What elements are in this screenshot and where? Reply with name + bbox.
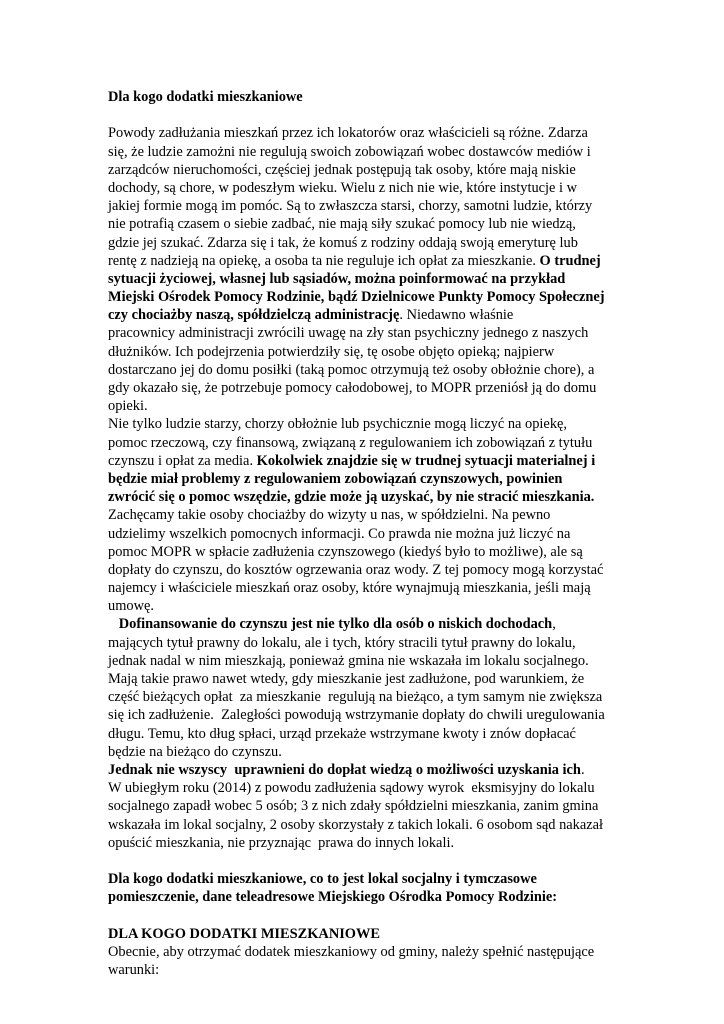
text-line <box>108 124 620 142</box>
text-run: pracownicy administracji zwrócili uwagę na zły stan psychiczny jednego z naszych <box>108 325 589 342</box>
bold-text-run: Miejski Ośrodek Pomocy Rodzinie, bądź Dzielnicowe Punkty Pomocy Społecznej <box>108 289 605 306</box>
text-run: dostarczano jej do domu posiłki (taką pomoc otrzymują też osoby obłożnie chore), a <box>108 361 595 378</box>
text-line <box>108 379 620 397</box>
text-line <box>108 761 620 779</box>
text-run: jednak nadal w nim mieszkają, ponieważ gmina nie wskazała im lokalu socjalnego. <box>108 652 589 669</box>
text-line <box>108 343 620 361</box>
text-run: socjalnego zapadł wobec 5 osób; 3 z nich zdały spółdzielni mieszkania, zanim gmina <box>108 798 599 815</box>
text-line <box>108 688 620 706</box>
text-run: czynszu i opłat za media. <box>108 452 257 469</box>
text-run: Mają takie prawo nawet wtedy, gdy mieszkanie jest zadłużone, pod warunkiem, że <box>108 671 585 687</box>
text-line <box>108 652 620 670</box>
document-title: Dla kogo dodatki mieszkaniowe <box>108 89 303 105</box>
text-run: warunki: <box>108 962 160 978</box>
text-line <box>108 615 620 633</box>
text-run: udzielimy wszelkich pomocnych informacji. Co prawda nie można już liczyć na <box>108 525 571 542</box>
bold-text-run: czy chociażby naszą, spółdzielczą administrację <box>108 307 400 324</box>
text-run: dochody, są chore, w podeszłym wieku. Wielu z nich nie wie, które instytucje i w <box>108 179 577 196</box>
text-run: długu. Temu, kto dług spłaci, urząd przekaże wstrzymane kwoty i znów dopłacać <box>108 725 576 742</box>
bold-text-run: Dla kogo dodatki mieszkaniowe, co to jest lokal socjalny i tymczasowe <box>108 871 537 888</box>
text-line <box>108 561 620 579</box>
text-line <box>108 834 620 852</box>
text-line <box>108 215 620 233</box>
text-run: Obecnie, aby otrzymać dodatek mieszkaniowy od gminy, należy spełnić następujące <box>108 943 595 960</box>
blank-line <box>108 852 620 870</box>
paragraph-subheading <box>108 870 620 906</box>
text-run: będzie na bieżąco do czynszu. <box>108 743 282 760</box>
bold-text-run: O trudnej <box>539 252 601 269</box>
text-line <box>108 543 620 561</box>
text-run: wskazała im lokal socjalny, 2 osoby skorzystały z takich lokali. 6 osobom sąd nakazał <box>108 816 604 833</box>
text-line <box>108 288 620 306</box>
text-line <box>108 452 620 470</box>
bold-text-run: pomieszczenie, dane teleadresowe Miejskiego Ośrodka Pomocy Rodzinie: <box>108 889 558 906</box>
text-line <box>108 943 620 961</box>
text-line <box>108 324 620 342</box>
blank-line <box>108 906 620 924</box>
text-line <box>108 506 620 524</box>
paragraph-main <box>108 124 620 852</box>
text-run: gdy okazało się, że potrzebuje pomocy całodobowej, to MOPR przeniósł ją do domu <box>108 380 597 396</box>
text-run: , <box>552 616 556 633</box>
text-run: opieki. <box>108 398 148 415</box>
text-line <box>108 252 620 270</box>
bold-text-run: zwrócić się o pomoc wszędzie, gdzie może ją uzyskać, by nie stracić mieszkania. <box>108 489 595 506</box>
text-line <box>108 779 620 797</box>
text-run: Nie tylko ludzie starzy, chorzy obłożnie lub psychicznie mogą liczyć na opiekę, <box>108 416 568 433</box>
text-run: jakiej formie mogą im pomóc. Są to zwłaszcza starsi, chorzy, samotni ludzie, którzy <box>108 198 593 215</box>
text-line <box>108 397 620 415</box>
text-line <box>108 706 620 724</box>
bold-text-run: Kokolwiek znajdzie się w trudnej sytuacji materialnej i <box>256 452 596 469</box>
text-line <box>108 597 620 615</box>
text-line <box>108 161 620 179</box>
bold-text-run: Dofinansowanie do czynszu jest nie tylko dla osób o niskich dochodach <box>108 616 553 633</box>
text-line <box>108 870 620 888</box>
text-run: pomoc MOPR w spłacie zadłużenia czynszowego (kiedyś było to możliwe), ale są <box>108 543 583 560</box>
text-run: najemcy i właściciele mieszkań oraz osoby, które wynajmują mieszkania, jeśli mają <box>108 580 591 597</box>
bold-text-run: Jednak nie wszyscy uprawnieni do dopłat wiedzą o możliwości uzyskania ich <box>108 761 581 778</box>
text-run: się, że ludzie zamożni nie regulują swoich zobowiązań wobec dostawców mediów i <box>108 143 591 160</box>
text-line <box>108 488 620 506</box>
section-heading: DLA KOGO DODATKI MIESZKANIOWE <box>108 925 380 942</box>
text-run: gdzie jej szukać. Zdarza się i tak, że komuś z rodziny oddają swoją emeryturę lub <box>108 234 578 251</box>
text-line <box>108 306 620 324</box>
text-run: Zachęcamy takie osoby chociażby do wizyty u nas, w spółdzielni. Na pewno <box>108 507 551 524</box>
text-run: nie potrafią czasem o siebie zadbać, nie mają siły szukać pomocy lub nie wiedzą, <box>108 216 576 233</box>
blank-line <box>108 106 620 124</box>
text-line <box>108 143 620 161</box>
text-run: W ubiegłym roku (2014) z powodu zadłużenia sądowy wyrok eksmisyjny do lokalu <box>108 780 595 797</box>
text-line <box>108 197 620 215</box>
paragraph-conditions <box>108 943 620 979</box>
text-line <box>108 961 620 979</box>
text-line <box>108 725 620 743</box>
text-run: rentę z nadzieją na opiekę, a osoba ta nie reguluje ich opłat za mieszkanie. <box>108 252 540 269</box>
text-line <box>108 670 620 688</box>
text-run: umowę. <box>108 598 154 615</box>
text-run: się ich zadłużenie. Zaległości powodują wstrzymanie dopłaty do chwili uregulowania <box>108 707 605 724</box>
text-line <box>108 361 620 379</box>
text-run: dłużników. Ich podejrzenia potwierdziły się, tę osobe objęto opieką; najpierw <box>108 343 555 360</box>
text-run: zarządców nieruchomości, częściej jednak postępują tak osoby, które mają niskie <box>108 161 576 178</box>
text-line <box>108 743 620 761</box>
text-run: mających tytuł prawny do lokalu, ale i tych, który stracili tytuł prawny do lokalu, <box>108 634 576 651</box>
bold-text-run: sytuacji życiowej, własnej lub sąsiadów, można poinformować na przykład <box>108 270 566 287</box>
text-run: dopłaty do czynszu, do kosztów ogrzewania oraz wody. Z tej pomocy mogą korzystać <box>108 561 604 578</box>
text-run: . <box>580 761 585 778</box>
text-run: opuścić mieszkania, nie przyznając prawa do innych lokali. <box>108 834 455 851</box>
text-line <box>108 470 620 488</box>
text-line <box>108 797 620 815</box>
text-line <box>108 415 620 433</box>
text-line <box>108 816 620 834</box>
text-line <box>108 270 620 288</box>
text-line <box>108 579 620 597</box>
text-line <box>108 234 620 252</box>
text-line <box>108 888 620 906</box>
text-line <box>108 434 620 452</box>
text-line <box>108 179 620 197</box>
bold-text-run: będzie miał problemy z regulowaniem zobowiązań czynszowych, powinien <box>108 470 563 487</box>
document-page <box>108 88 620 979</box>
text-run: Powody zadłużania mieszkań przez ich lokatorów oraz właścicieli są różne. Zdarza <box>108 125 588 142</box>
text-run: część bieżących opłat za mieszkanie regulują na bieżąco, a tym samym nie zwiększa <box>108 689 603 706</box>
text-run: . Niedawno właśnie <box>399 307 514 324</box>
text-line <box>108 634 620 652</box>
text-run: pomoc rzeczową, czy finansową, związaną z regulowaniem ich zobowiązań z tytułu <box>108 434 593 451</box>
text-line <box>108 525 620 543</box>
